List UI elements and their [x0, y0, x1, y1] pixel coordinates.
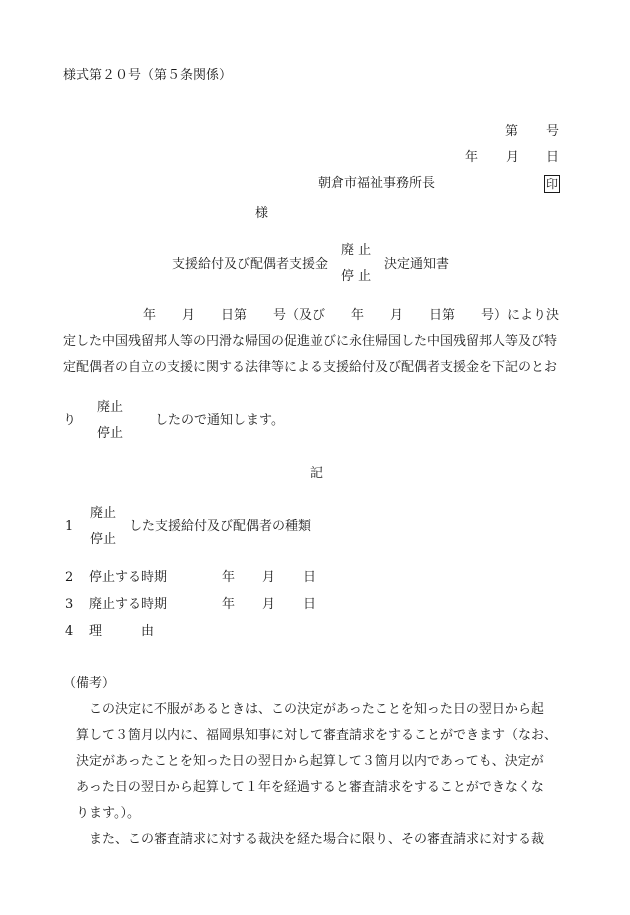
item-3-number: 3 [65, 597, 74, 612]
notes-line-4: あった日の翌日から起算して１年を経過すると審査請求をすることができなくな [76, 780, 544, 795]
number-dai: 第 [505, 124, 519, 139]
date-year: 年 [465, 150, 479, 165]
seal-mark: 印 [545, 177, 558, 191]
title-option-suspend: 停 止 [341, 269, 372, 284]
item-2-year: 年 [222, 570, 236, 585]
item-4-label-a: 理 [89, 624, 103, 639]
issuer-name: 朝倉市福祉事務所長 [318, 176, 436, 191]
item-1-option-suspend: 停止 [90, 532, 117, 547]
body-line-2: 定した中国残留邦人等の円滑な帰国の促進並びに永住帰国した中国残留邦人等及び特 [63, 334, 558, 349]
notes-line-6: また、この審査請求に対する裁決を経た場合に限り、その審査請求に対する裁 [89, 832, 545, 847]
item-2-number: 2 [65, 570, 74, 585]
item-2-month: 月 [262, 570, 276, 585]
number-go: 号 [546, 124, 560, 139]
body-option-suspend: 停止 [97, 426, 124, 441]
item-3-label: 廃止する時期 [89, 597, 168, 612]
notes-line-3: 決定があったことを知った日の翌日から起算して３箇月以内であっても、決定が [76, 754, 544, 769]
item-3-month: 月 [262, 597, 276, 612]
item-3-day: 日 [303, 597, 317, 612]
body-option-abolish: 廃止 [97, 400, 124, 415]
item-4-number: 4 [65, 624, 74, 639]
form-number: 様式第２０号（第５条関係） [63, 68, 233, 83]
body-line-4-end: したので通知します。 [155, 413, 284, 428]
notice-title-prefix: 支援給付及び配偶者支援金 [172, 257, 329, 272]
item-1-option-abolish: 廃止 [90, 506, 117, 521]
body-line-3: 定配偶者の自立の支援に関する法律等による支援給付及び配偶者支援金を下記のとお [63, 360, 558, 375]
title-option-abolish: 廃 止 [341, 243, 372, 258]
notes-line-5: ります。）。 [76, 806, 140, 821]
item-2-day: 日 [303, 570, 317, 585]
body-line-1: 年 月 日第 号（及び 年 月 日第 号）により決 [143, 308, 560, 323]
item-4-label-b: 由 [141, 624, 155, 639]
addressee-suffix: 様 [255, 206, 269, 221]
notes-line-1: この決定に不服があるときは、この決定があったことを知った日の翌日から起 [89, 702, 544, 717]
item-1-number: 1 [65, 519, 74, 534]
notes-line-2: 算して３箇月以内に、福岡県知事に対して審査請求をすることができます（なお、 [76, 728, 558, 743]
item-2-label: 停止する時期 [89, 570, 168, 585]
item-1-label: した支援給付及び配偶者の種類 [129, 519, 312, 534]
body-line-4-start: り [63, 413, 77, 428]
ki-heading: 記 [310, 466, 324, 481]
item-3-year: 年 [222, 597, 236, 612]
date-month: 月 [506, 150, 520, 165]
notice-title-suffix: 決定通知書 [384, 257, 450, 272]
notes-heading: （備考） [63, 676, 116, 691]
date-day: 日 [546, 150, 560, 165]
